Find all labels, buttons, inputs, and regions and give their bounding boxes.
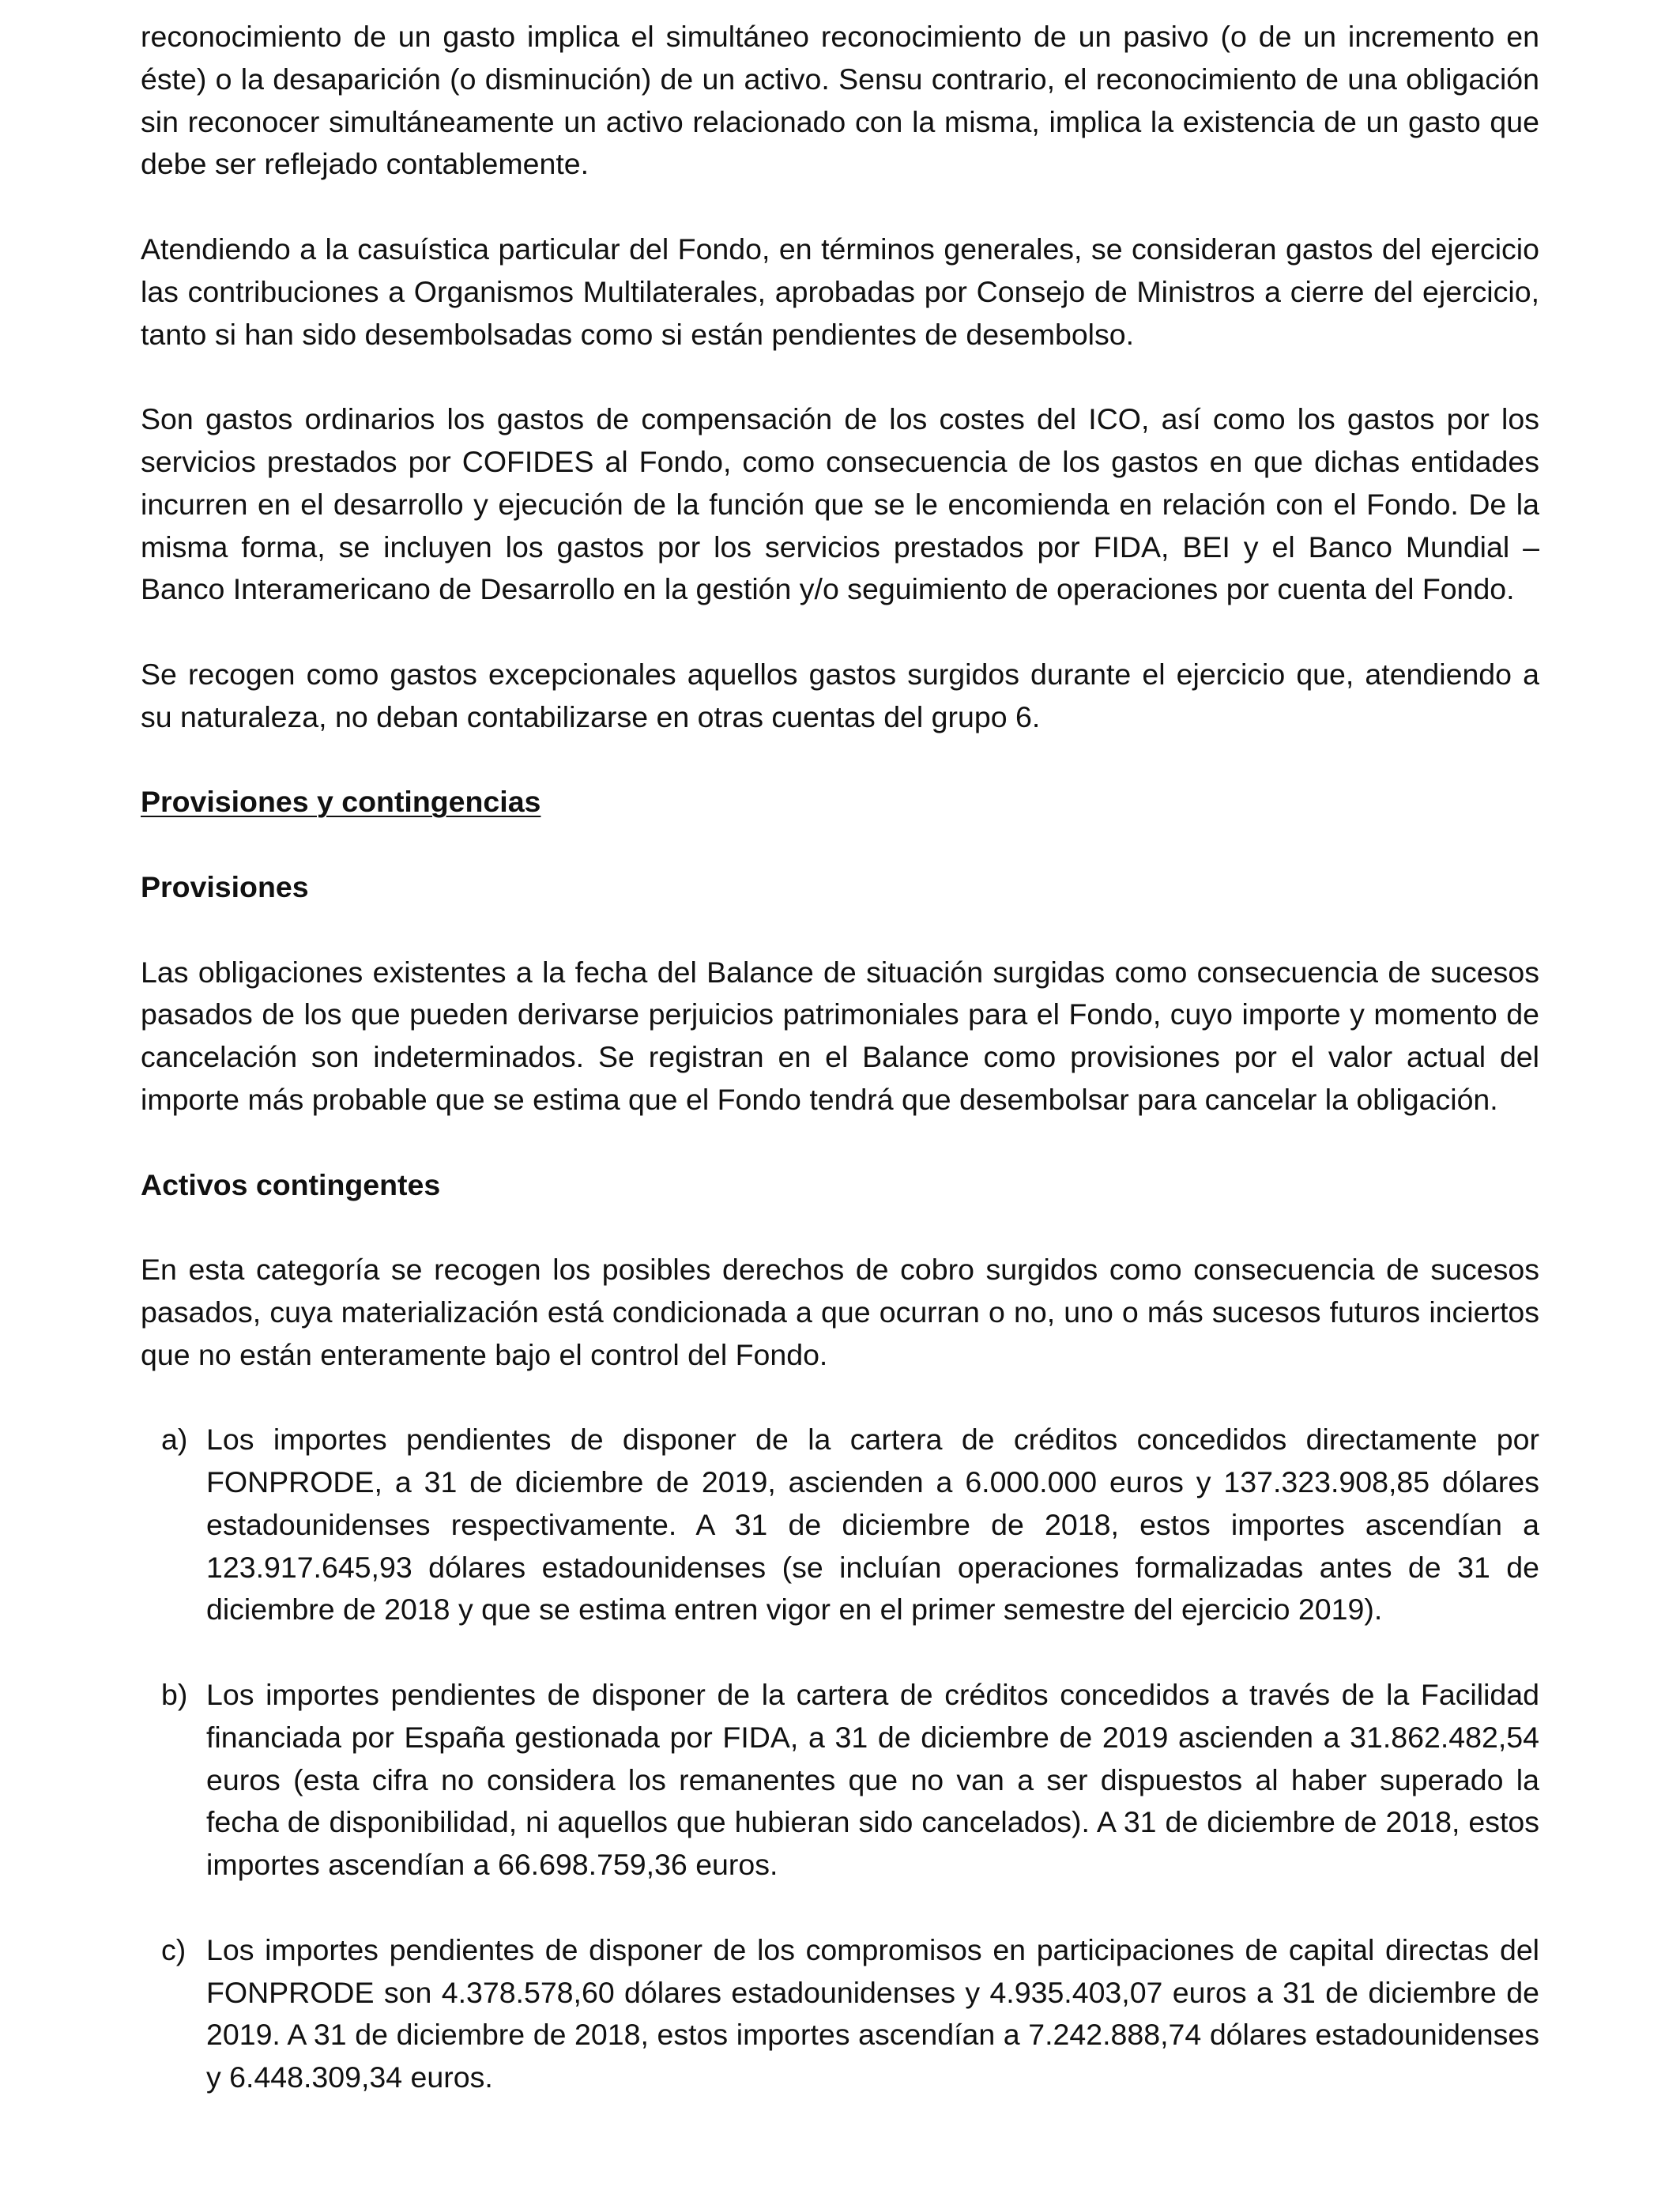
list-item-text: Los importes pendientes de disponer de la cartera de créditos concedidos directamente por FONPRODE, a 31 de diciembre de 2019, ascienden a 6.000.000 euros y 137.323.908,85 dólares estadounidenses respectivamente. A 31 de diciembre de 2018, estos importes ascendían a 123.917.645,93 dólares estadounidenses (se incluían operaciones formalizadas antes de 31 de diciembre de 2018 y que se estima entren vigor en el primer semestre del ejercicio 2019). xyxy=(206,1423,1539,1627)
paragraph-activos-contingentes: En esta categoría se recogen los posibles derechos de cobro surgidos como consecuencia de sucesos pasados, cuya materialización está condicionada a que ocurran o no, uno o más sucesos futuros inciertos que no están enteramente bajo el control del Fondo. xyxy=(141,1253,1539,1371)
document-page xyxy=(141,16,1539,2142)
paragraph-gastos-ejercicio: Atendiendo a la casuística particular del Fondo, en términos generales, se consideran gastos del ejercicio las contribuciones a Organismos Multilaterales, aprobadas por Consejo de Ministros a cierre del ejercicio, tanto si han sido desembolsadas como si están pendientes de desembolso. xyxy=(141,232,1539,351)
list-marker: a) xyxy=(161,1423,188,1457)
list-item xyxy=(141,1674,1539,1887)
subheading-activos-contingentes: Activos contingentes xyxy=(141,1167,441,1201)
activos-list xyxy=(141,1419,1539,2099)
paragraph-gastos-ordinarios: Son gastos ordinarios los gastos de compensación de los costes del ICO, así como los gastos por los servicios prestados por COFIDES al Fondo, como consecuencia de los gastos en que dichas entidades incurren en el desarrollo y ejecución de la función que se le encomienda en relación con el Fondo. De la misma forma, se incluyen los gastos por los servicios prestados por FIDA, BEI y el Banco Mundial – Banco Interamericano de Desarrollo en la gestión y/o seguimiento de operaciones por cuenta del Fondo. xyxy=(141,402,1539,606)
paragraph-gasto-reconocimiento: reconocimiento de un gasto implica el simultáneo reconocimiento de un pasivo (o de un incremento en éste) o la desaparición (o disminución) de un activo. Sensu contrario, el reconocimiento de una obligación sin reconocer simultáneamente un activo relacionado con la misma, implica la existencia de un gasto que debe ser reflejado contablemente. xyxy=(141,20,1539,181)
subheading-provisiones: Provisiones xyxy=(141,869,309,903)
list-marker: b) xyxy=(161,1678,188,1712)
paragraph-provisiones: Las obligaciones existentes a la fecha del Balance de situación surgidas como consecuencia de sucesos pasados de los que pueden derivarse perjuicios patrimoniales para el Fondo, cuyo importe y momento de cancelación son indeterminados. Se registran en el Balance como provisiones por el valor actual del importe más probable que se estima que el Fondo tendrá que desembolsar para cancelar la obligación. xyxy=(141,955,1539,1116)
list-item-text: Los importes pendientes de disponer de los compromisos en participaciones de capital directas del FONPRODE son 4.378.578,60 dólares estadounidenses y 4.935.403,07 euros a 31 de diciembre de 2019. A 31 de diciembre de 2018, estos importes ascendían a 7.242.888,74 dólares estadounidenses y 6.448.309,34 euros. xyxy=(206,1932,1539,2094)
paragraph-gastos-excepcionales: Se recogen como gastos excepcionales aquellos gastos surgidos durante el ejercicio que, atendiendo a su naturaleza, no deban contabilizarse en otras cuentas del grupo 6. xyxy=(141,657,1539,733)
list-item xyxy=(141,1419,1539,1631)
list-item-text: Los importes pendientes de disponer de la cartera de créditos concedidos a través de la Facilidad financiada por España gestionada por FIDA, a 31 de diciembre de 2019 ascienden a 31.862.482,54 euros (esta cifra no considera los remanentes que no van a ser dispuestos al haber superado la fecha de disponibilidad, ni aquellos que hubieran sido cancelados). A 31 de diciembre de 2018, estos importes ascendían a 66.698.759,36 euros. xyxy=(206,1678,1539,1882)
list-item xyxy=(141,1929,1539,2099)
section-heading-provisiones-contingencias: Provisiones y contingencias xyxy=(141,785,541,819)
list-marker: c) xyxy=(161,1932,186,1966)
